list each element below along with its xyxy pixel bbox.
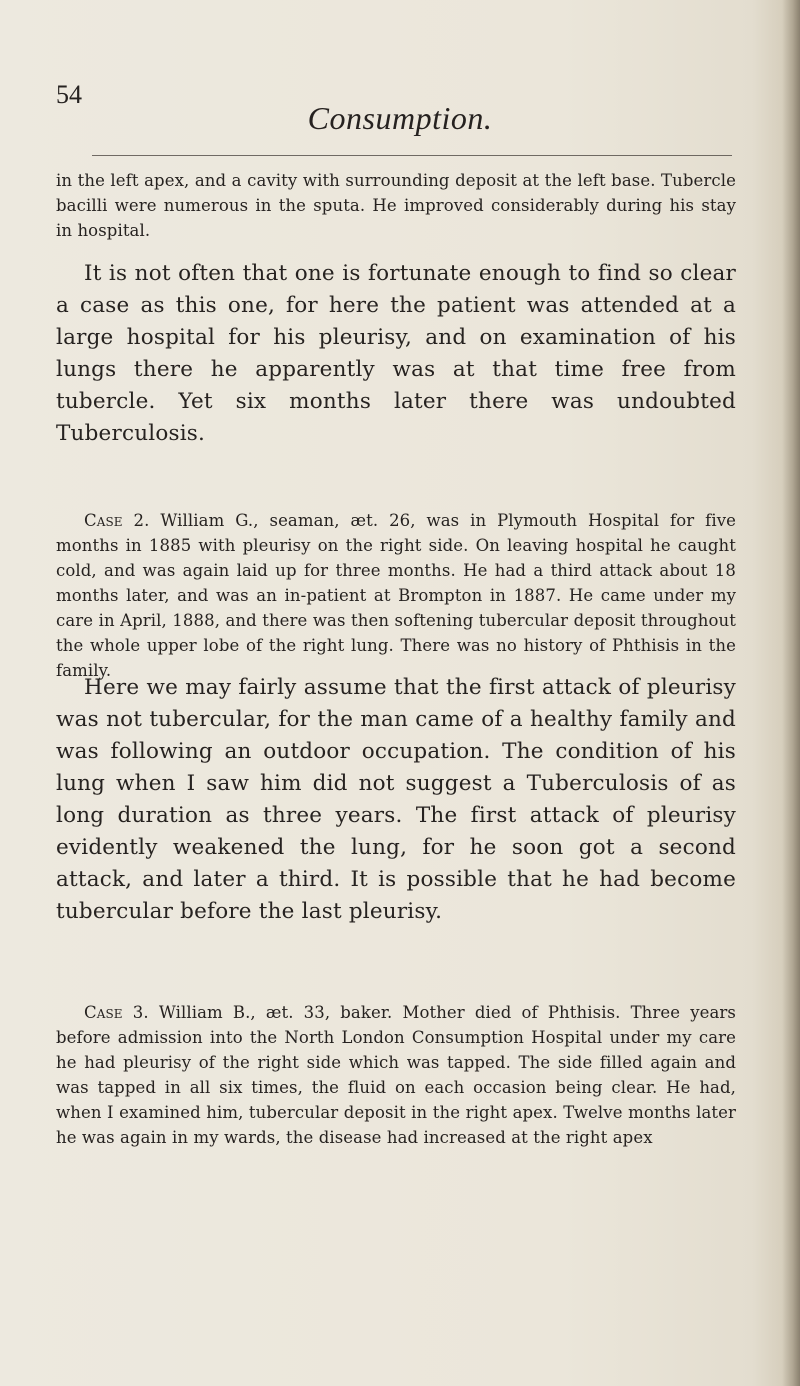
case-label: Case 2. <box>84 511 150 530</box>
header-rule <box>92 155 732 156</box>
paragraph-case-2 <box>56 508 736 683</box>
paragraph-discussion-2 <box>56 672 736 928</box>
paragraph-text: William B., æt. 33, baker. Mother died of Phthisis. Three years before admission into the North London Consumption Hospital under my care he had pleurisy of the right side which was tapped. The side filled again and was tapped in all six times, the fluid on each occasion being clear. He had, when I examined him, tubercular deposit in the right apex. Twelve months later he was again in my wards, the disease had increased at the right apex <box>56 1003 736 1147</box>
running-title: Consumption. <box>307 100 493 136</box>
page-number: 54 <box>56 80 82 109</box>
case-label: Case 3. <box>84 1003 149 1022</box>
paragraph-case1-continuation <box>56 168 736 243</box>
paragraph-text: Here we may fairly assume that the first attack of pleurisy was not tubercular, for the man came of a healthy family and was following an outdoor occupation. The condition of his lung when I saw him did not suggest a Tuberculosis of as long duration as three years. The first attack of pleurisy evidently weakened the lung, for he soon got a second attack, and later a third. It is possible that he had become tubercular before the last pleurisy. <box>56 675 736 924</box>
paragraph-case-3 <box>56 1000 736 1150</box>
paragraph-text: William G., seaman, æt. 26, was in Plymouth Hospital for five months in 1885 with pleurisy on the right side. On leaving hospital he caught cold, and was again laid up for three months. He had a third attack about 18 months later, and was an in-patient at Brompton in 1887. He came under my care in April, 1888, and there was then softening tubercular deposit throughout the whole upper lobe of the right lung. There was no history of Phthisis in the family. <box>56 511 736 680</box>
paragraph-text: It is not often that one is fortunate enough to find so clear a case as this one, for here the patient was attended at a large hospital for his pleurisy, and on examination of his lungs there he apparently was at that time free from tubercle. Yet six months later there was undoubted Tuberculosis. <box>56 261 736 446</box>
page-edge-shadow <box>782 0 800 1386</box>
paragraph-text: in the left apex, and a cavity with surrounding deposit at the left base. Tubercle bacilli were numerous in the sputa. He improved considerably during his stay in hospital. <box>56 171 736 240</box>
paragraph-discussion-1 <box>56 258 736 450</box>
